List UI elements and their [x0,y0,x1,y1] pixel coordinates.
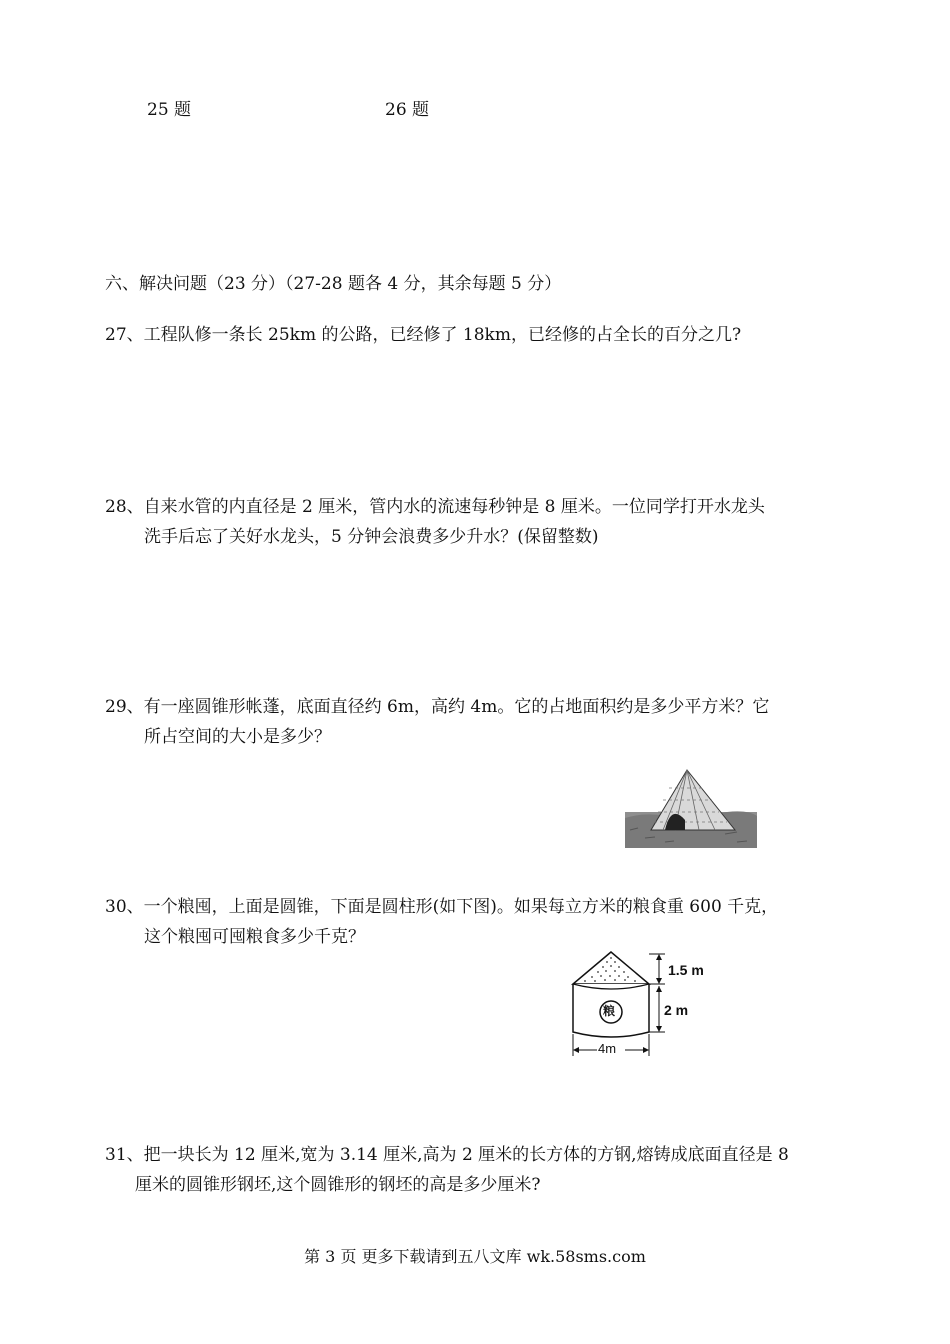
question-text-continued: 洗手后忘了关好水龙头，5 分钟会浪费多少升水？(保留整数) [144,527,599,547]
question-number: 30、 [105,897,144,917]
label-q25: 25 题 [147,100,192,120]
question-text: 自来水管的内直径是 2 厘米，管内水的流速每秒钟是 8 厘米。一位同学打开水龙头 [143,497,765,517]
question-30 [105,892,850,952]
question-text: 有一座圆锥形帐蓬，底面直径约 6m，高约 4m。它的占地面积约是多少平方米？它 [143,697,770,717]
page-footer: 第 3 页 更多下载请到五八文库 wk.58sms.com [304,1247,646,1266]
question-number: 28、 [105,497,144,517]
question-number: 27、 [105,325,144,345]
question-text: 把一块长为 12 厘米,宽为 3.14 厘米,高为 2 厘米的长方体的方钢,熔铸成底面直径是 8 [143,1145,789,1165]
question-text-continued: 这个粮囤可囤粮食多少千克？ [144,927,365,947]
cone-height-label: 1.5 m [668,962,704,978]
label-q26: 26 题 [385,100,430,120]
granary-emblem-text: 粮 [603,1004,616,1018]
question-number: 29、 [105,697,144,717]
diameter-label: 4m [598,1041,617,1056]
question-27 [105,320,850,350]
question-text-continued: 厘米的圆锥形钢坯,这个圆锥形的钢坯的高是多少厘米? [135,1175,541,1195]
question-text: 一个粮囤，上面是圆锥，下面是圆柱形(如下图)。如果每立方米的粮食重 600 千克， [143,897,779,917]
question-text: 工程队修一条长 25km 的公路，已经修了 18km，已经修的占全长的百分之几? [143,325,742,345]
question-number: 31、 [105,1145,144,1165]
tent-illustration [625,768,757,850]
question-31 [105,1140,850,1200]
cylinder-height-label: 2 m [664,1002,689,1018]
question-28 [105,492,850,552]
question-29 [105,692,850,752]
question-text-continued: 所占空间的大小是多少？ [144,727,331,747]
section-heading: 六、解决问题（23 分）（27-28 题各 4 分，其余每题 5 分） [105,274,562,294]
